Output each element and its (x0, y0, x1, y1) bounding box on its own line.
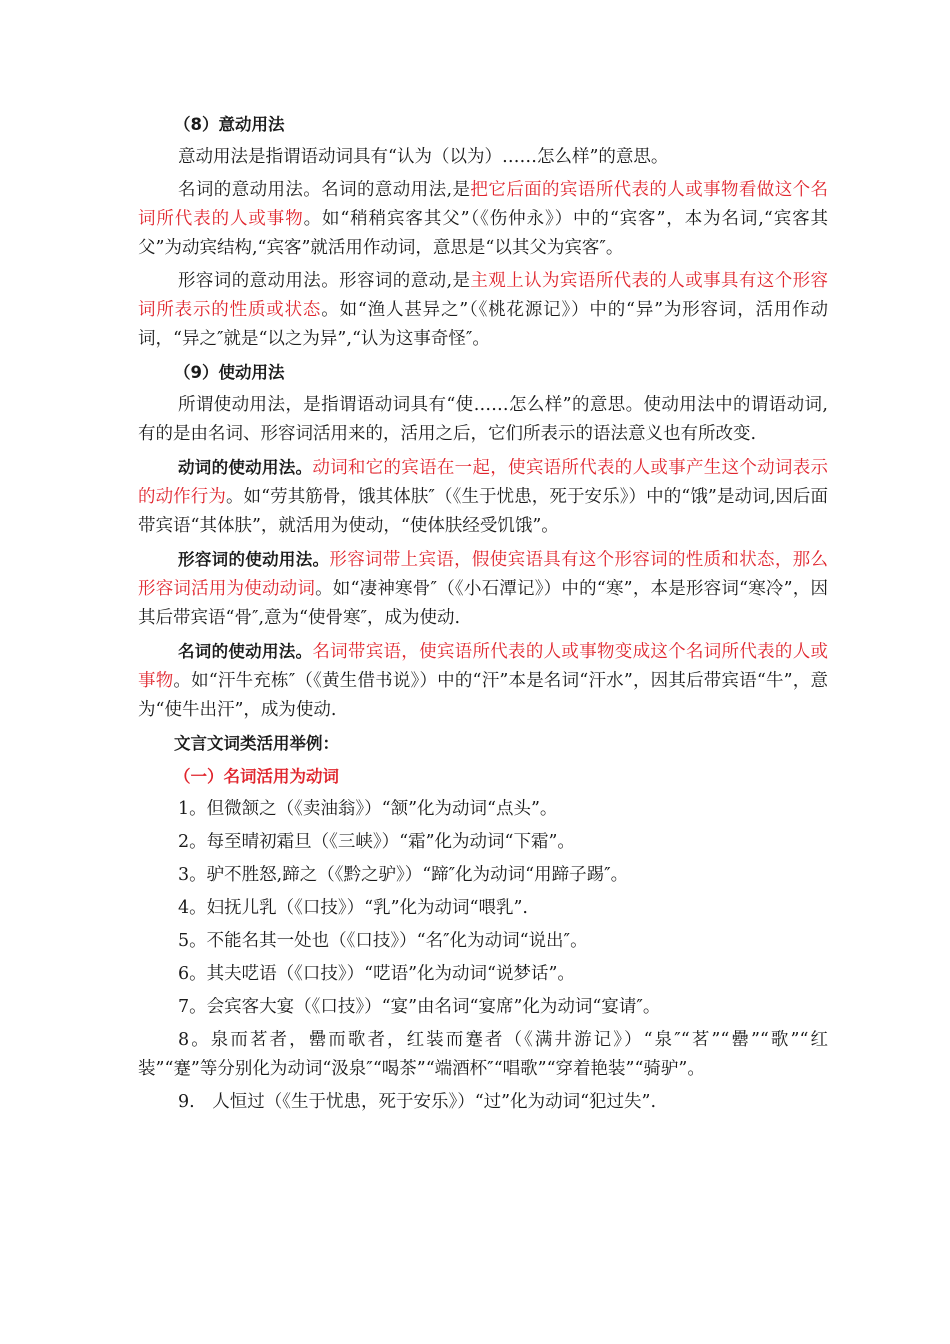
example-item-5: 5。不能名其一处也（《口技》）“名″化为动词“说出″。 (178, 931, 588, 951)
section-heading-9: （9）使动用法 (174, 363, 285, 382)
sec9-adj-definition: 形容词带上宾语，假使宾语具有这个形容词的性质和状态，那么形容词活用为使动动词 (138, 550, 828, 599)
sec9-verb-paragraph (138, 453, 828, 541)
sec8-adj-paragraph (138, 267, 828, 354)
sec9-verb-title: 动词的使动用法。 (178, 458, 313, 477)
sec8-adj-example: 。如“渔人甚异之”（《桃花源记》）中的“异”为形容词，活用作动词，“异之″就是“以之为异”,“认为这事奇怪″。 (138, 300, 828, 349)
sec8-noun-lead: 名词的意动用法。名词的意动用法,是 (178, 180, 471, 200)
sec9-intro: 所谓使动用法，是指谓语动词具有“使……怎么样”的意思。使动用法中的谓语动词,有的是由名词、形容词活用来的，活用之后，它们所表示的语法意义也有所改变. (138, 395, 828, 444)
sec8-noun-example: 。如“稍稍宾客其父”（《伤仲永》）中的“宾客”，本为名词,“宾客其父”为动宾结构,“宾客”就活用作动词，意思是“以其父为宾客″。 (138, 209, 829, 258)
sec8-intro: 意动用法是指谓语动词具有“认为（以为）……怎么样”的意思。 (178, 147, 669, 167)
example-item-7: 7。会宾客大宴（《口技》）“宴”由名词“宴席”化为动词“宴请″。 (178, 997, 661, 1017)
example-item-6: 6。其夫呓语（《口技》）“呓语”化为动词“说梦话”。 (178, 964, 575, 984)
section-heading-8: （8）意动用法 (174, 115, 285, 134)
sec8-noun-paragraph (138, 176, 828, 263)
sec9-adj-paragraph (138, 545, 828, 633)
example-item-9: 9. 人恒过（《生于忧患，死于安乐》）“过”化为动词“犯过失”. (178, 1092, 657, 1112)
example-item-2: 2。每至晴初霜旦（《三峡》）“霜”化为动词“下霜”。 (178, 832, 575, 852)
sec8-noun-definition: 把它后面的宾语所代表的人或事物看做这个名词所代表的人或事物 (138, 180, 829, 229)
sec9-noun-paragraph (138, 637, 828, 725)
sec9-noun-title: 名词的使动用法。 (178, 642, 313, 661)
example-item-1: 1。但微颔之（《卖油翁》）“颔”化为动词“点头”。 (178, 799, 558, 819)
example-item-3: 3。驴不胜怒,蹄之（《黔之驴》）“蹄″化为动词“用蹄子踢″。 (178, 865, 629, 885)
sec9-noun-example: 。如“汗牛充栋″（《黄生借书说》）中的“汗”本是名词“汗水”，因其后带宾语“牛”，意为“使牛出汗”，成为使动. (138, 671, 828, 720)
sec9-adj-example: 。如“凄神寒骨″（《小石潭记》）中的“寒”，本是形容词“寒冷”，因其后带宾语“骨″,意为“使骨寒″，成为使动. (138, 579, 828, 628)
examples-heading: 文言文词类活用举例： (174, 734, 339, 753)
document-page (138, 110, 828, 1121)
example-item-8: 8。泉而茗者，罍而歌者，红装而蹇者（《满井游记》）“泉″“茗”“罍”“歌”“红装”“蹇”等分别化为动词“汲泉″“喝茶”“端酒杯″“唱歌”“穿着艳装”“骑驴”。 (138, 1030, 828, 1079)
sec9-verb-example: 。如“劳其筋骨，饿其体肤″（《生于忧患，死于安乐》）中的“饿”是动词,因后面带宾语“其体肤”，就活用为使动，“使体肤经受饥饿”。 (138, 487, 829, 536)
sec9-adj-title: 形容词的使动用法。 (178, 550, 330, 569)
examples-subheading: （一）名词活用为动词 (174, 767, 339, 786)
example-item-4: 4。妇抚儿乳（《口技》）“乳”化为动词“喂乳”. (178, 898, 528, 918)
sec8-adj-lead: 形容词的意动用法。形容词的意动,是 (178, 271, 471, 291)
sec9-verb-definition: 动词和它的宾语在一起，使宾语所代表的人或事产生这个动词表示的动作行为 (138, 458, 829, 507)
sec9-noun-definition: 名词带宾语，使宾语所代表的人或事物变成这个名词所代表的人或事物 (138, 642, 829, 691)
sec8-adj-definition: 主观上认为宾语所代表的人或事具有这个形容词所表示的性质或状态 (138, 271, 829, 320)
